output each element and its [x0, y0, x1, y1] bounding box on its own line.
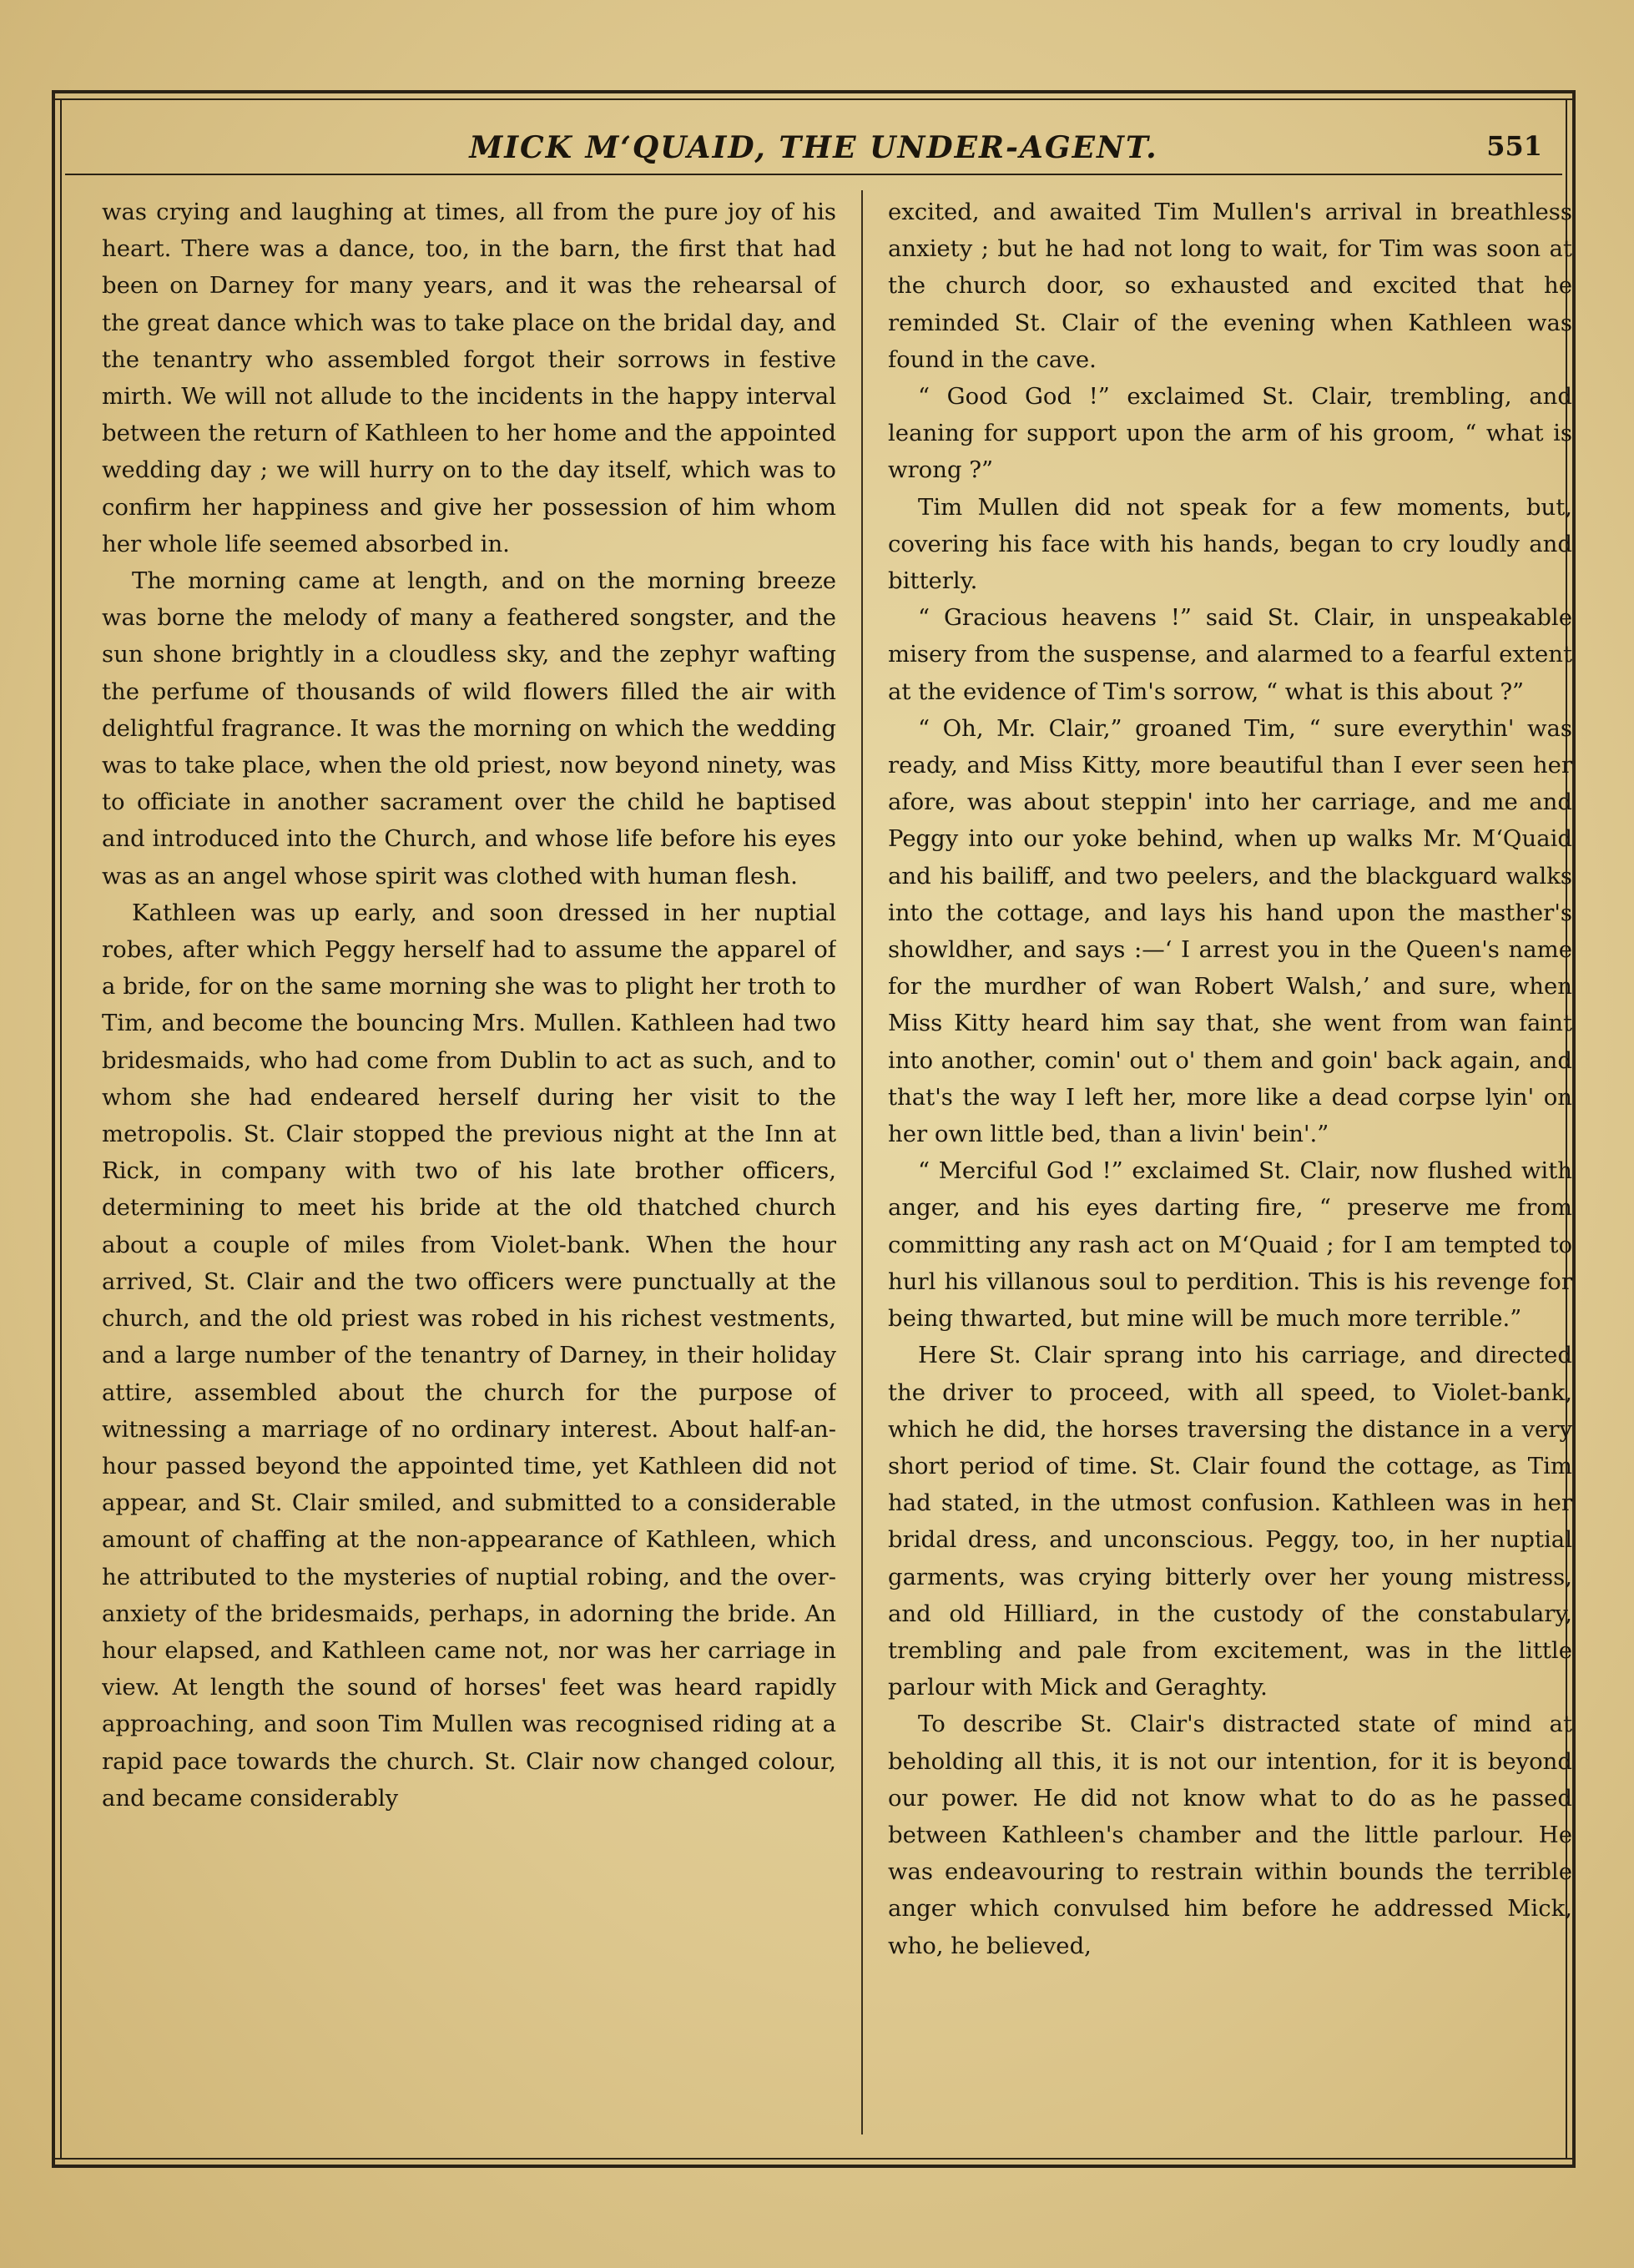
paragraph: excited, and awaited Tim Mullen's arrival in breathless anxiety ; but he had not long to wait, for Tim was soon at the church door, so exhausted and excited that he reminded St. Clair of the evening when Kathleen was found in the cave. [888, 199, 1572, 373]
paragraph: was crying and laughing at times, all from the pure joy of his heart. There was a dance, too, in the barn, the first that had been on Darney for many years, and it was the rehearsal of the great dance which was to take place on the bridal day, and the tenantry who assembled forgot their sorrows in festive mirth. We will not allude to the incidents in the happy interval between the return of Kathleen to her home and the appointed wedding day ; we will hurry on to the day itself, which was to confirm her happiness and give her possession of him whom her whole life seemed absorbed in. [102, 199, 836, 557]
right-column [888, 194, 1572, 2129]
page-title: MICK M‘QUAID, THE UNDER-AGENT. [469, 130, 1158, 165]
paragraph: Tim Mullen did not speak for a few moments, but, covering his face with his hands, began to cry loudly and bitterly. [888, 493, 1572, 595]
paragraph: “ Good God !” exclaimed St. Clair, trembling, and leaning for support upon the arm of his groom, “ what is wrong ?” [888, 383, 1572, 484]
paragraph: Kathleen was up early, and soon dressed in her nuptial robes, after which Peggy herself had to assume the apparel of a bride, for on the same morning she was to plight her troth to Tim, and become the bouncing Mrs. Mullen. Kathleen had two bridesmaids, who had come from Dublin to act as such, and to whom she had endeared herself during her visit to the metropolis. St. Clair stopped the previous night at the Inn at Rick, in company with two of his late brother officers, determining to meet his bride at the old thatched church about a couple of miles from Violet-bank. When the hour arrived, St. Clair and the two officers were punctually at the church, and the old priest was robed in his richest vestments, and a large number of the tenantry of Darney, in their holiday attire, assembled about the church for the purpose of witnessing a marriage of no ordinary interest. About half-an-hour passed beyond the appointed time, yet Kathleen did not appear, and St. Clair smiled, and submitted to a considerable amount of chaffing at the non-appearance of Kathleen, which he attributed to the mysteries of nuptial robing, and the over-anxiety of the bridesmaids, perhaps, in adorning the bride. An hour elapsed, and Kathleen came not, nor was her carriage in view. At length the sound of horses' feet was heard rapidly approaching, and soon Tim Mullen was recognised riding at a rapid pace towards the church. St. Clair now changed colour, and became considerably [102, 899, 836, 1812]
column-divider [861, 190, 863, 2134]
page-frame [52, 90, 1576, 2168]
bottom-border-rule [52, 2165, 1576, 2168]
left-border-rule-inner [60, 98, 62, 2160]
page-number: 551 [1486, 130, 1542, 162]
left-column [102, 194, 836, 2129]
paragraph: “ Merciful God !” exclaimed St. Clair, now flushed with anger, and his eyes darting fire, “ preserve me from committing any rash act on M‘Quaid ; for I am tempted to hurl his villanous soul to perdition. This is his revenge for being thwarted, but mine will be much more terrible.” [888, 1157, 1572, 1333]
header-rule [65, 174, 1562, 175]
top-border-rule [52, 90, 1576, 93]
bottom-border-rule-inner [52, 2158, 1576, 2160]
right-border-rule [1572, 90, 1576, 2168]
running-head [52, 107, 1576, 165]
paragraph: “ Gracious heavens !” said St. Clair, in unspeakable misery from the suspense, and alarmed to a fearful extent at the evidence of Tim's sorrow, “ what is this about ?” [888, 604, 1572, 705]
top-border-rule-inner [52, 98, 1576, 100]
paragraph: To describe St. Clair's distracted state of mind at beholding all this, it is not our intention, for it is beyond our power. He did not know what to do as he passed between Kathleen's chamber and the little parlour. He was endeavouring to restrain within bounds the terrible anger which convulsed him before he addressed Mick, who, he believed, [888, 1711, 1572, 1959]
paragraph: The morning came at length, and on the morning breeze was borne the melody of many a feathered songster, and the sun shone brightly in a cloudless sky, and the zephyr wafting the perfume of thousands of wild flowers filled the air with delightful fragrance. It was the morning on which the wedding was to take place, when the old priest, now beyond ninety, was to officiate in another sacrament over the child he baptised and introduced into the Church, and whose life before his eyes was as an angel whose spirit was clothed with human flesh. [102, 567, 836, 890]
paragraph: “ Oh, Mr. Clair,” groaned Tim, “ sure everythin' was ready, and Miss Kitty, more beautiful than I ever seen her afore, was about steppin' into her carriage, and me and Peggy into our yoke behind, when up walks Mr. M‘Quaid and his bailiff, and two peelers, and the blackguard walks into the cottage, and lays his hand upon the masther's showldher, and says :—‘ I arrest you in the Queen's name for the murdher of wan Robert Walsh,’ and sure, when Miss Kitty heard him say that, she went from wan faint into another, comin' out o' them and goin' back again, and that's the way I left her, more like a dead corpse lyin' on her own little bed, than a livin' bein'.” [888, 714, 1572, 1148]
paragraph: Here St. Clair sprang into his carriage, and directed the driver to proceed, with all speed, to Violet-bank, which he did, the horses traversing the distance in a very short period of time. St. Clair found the cottage, as Tim had stated, in the utmost confusion. Kathleen was in her bridal dress, and unconscious. Peggy, too, in her nuptial garments, was crying bitterly over her young mistress, and old Hilliard, in the custody of the constabulary, trembling and pale from excitement, was in the little parlour with Mick and Geraghty. [888, 1342, 1572, 1701]
left-border-rule [52, 90, 55, 2168]
